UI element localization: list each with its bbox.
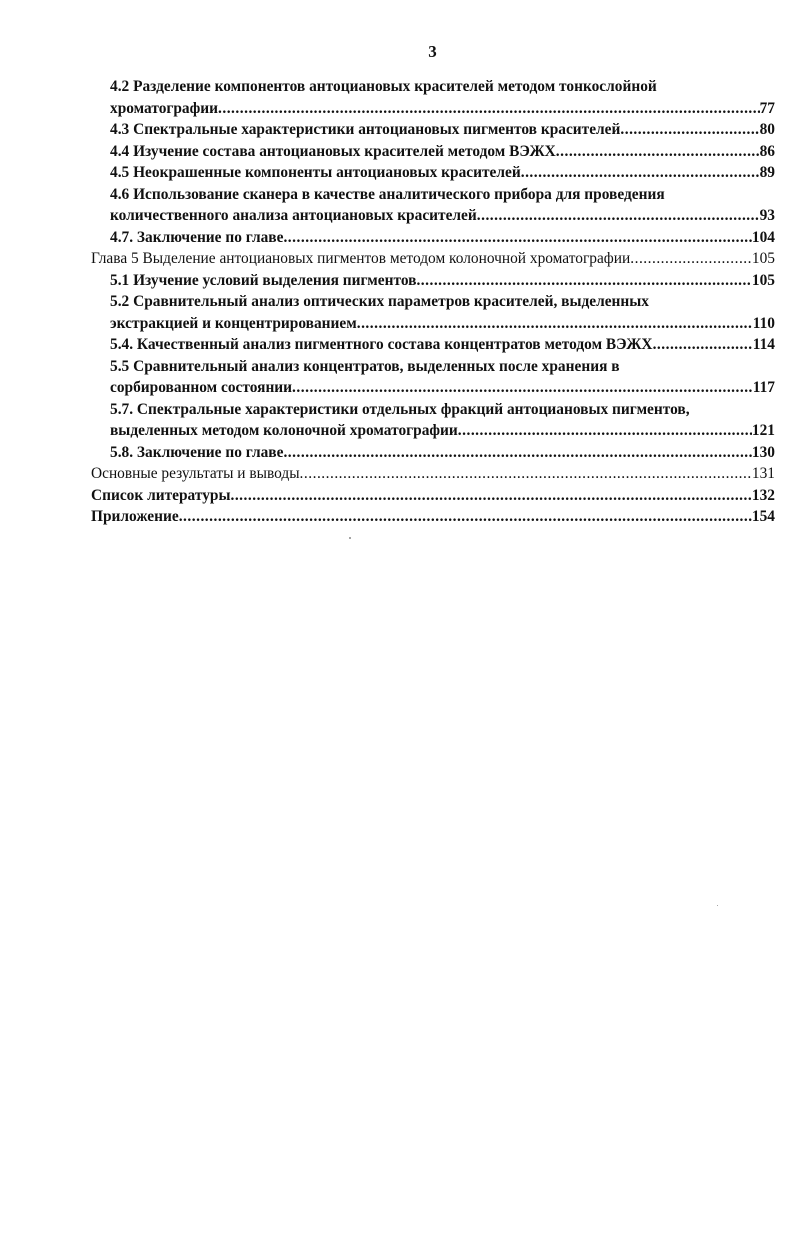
toc-entry bbox=[91, 356, 775, 399]
dot-leader bbox=[620, 119, 759, 141]
dot-leader bbox=[300, 463, 752, 485]
toc-entry-title: 4.4 Изучение состава антоциановых красителей методом ВЭЖХ bbox=[110, 142, 556, 160]
toc-entry bbox=[91, 334, 775, 356]
toc-entry bbox=[91, 442, 775, 464]
toc-entry-title-line: 5.2 Сравнительный анализ оптических параметров красителей, выделенных bbox=[110, 293, 650, 310]
toc-page-number: 80 bbox=[759, 121, 775, 138]
page-number: 3 bbox=[428, 42, 437, 61]
toc-page-number: 121 bbox=[751, 422, 775, 439]
toc-entry-title: хроматографии bbox=[110, 99, 219, 117]
toc-page-number: 104 bbox=[751, 228, 775, 246]
toc-entry bbox=[91, 227, 775, 249]
toc-entry-line bbox=[110, 334, 775, 356]
toc-entry-title: Глава 5 Выделение антоциановых пигментов методом колоночной хроматографии bbox=[91, 250, 631, 267]
toc-entry-title: Приложение bbox=[91, 508, 179, 525]
toc-entry-title: 5.8. Заключение по главе bbox=[110, 443, 284, 461]
scan-speck bbox=[717, 905, 718, 906]
toc-page-number: 110 bbox=[752, 314, 775, 332]
toc-page-number: 154 bbox=[751, 508, 775, 525]
toc-entry-line bbox=[110, 141, 775, 163]
dot-leader bbox=[230, 485, 751, 507]
toc-entry-line bbox=[110, 119, 775, 141]
toc-entry-line bbox=[110, 420, 775, 442]
toc-entry-line bbox=[110, 270, 775, 292]
toc-entry bbox=[91, 119, 775, 141]
dot-leader bbox=[416, 270, 751, 292]
toc-entry-line bbox=[110, 205, 775, 227]
toc-entry-title: выделенных методом колоночной хроматографии bbox=[110, 422, 458, 439]
toc-entry-line bbox=[110, 377, 775, 399]
toc-entry-line bbox=[110, 98, 775, 120]
dot-leader bbox=[218, 98, 760, 120]
toc-entry-line bbox=[110, 313, 775, 335]
toc-entry bbox=[91, 291, 775, 334]
toc-entry bbox=[91, 485, 775, 507]
toc-entry-line bbox=[110, 442, 775, 464]
toc-entry bbox=[91, 463, 775, 485]
toc-page-number: 131 bbox=[751, 465, 775, 482]
dot-leader bbox=[458, 420, 752, 442]
toc-page-number: 132 bbox=[751, 486, 775, 504]
dot-leader bbox=[283, 227, 751, 249]
toc-entry bbox=[91, 76, 775, 119]
toc-entry-title: Основные результаты и выводы bbox=[91, 465, 300, 482]
toc-entry-line bbox=[91, 463, 775, 485]
toc-entry-title-line: 5.5 Сравнительный анализ концентратов, выделенных после хранения в bbox=[110, 357, 620, 375]
scan-speck bbox=[349, 537, 351, 539]
toc-page-number: 130 bbox=[751, 443, 775, 461]
toc-entry-title: экстракцией и концентрированием bbox=[110, 314, 357, 332]
toc-entry-title: Список литературы bbox=[91, 486, 231, 504]
toc-entry-title: 5.1 Изучение условий выделения пигментов bbox=[110, 271, 417, 289]
toc-page-number: 86 bbox=[759, 142, 775, 160]
toc-page-number: 77 bbox=[759, 99, 775, 117]
table-of-contents bbox=[91, 76, 775, 528]
dot-leader bbox=[292, 377, 753, 399]
toc-entry-title: 5.4. Качественный анализ пигментного состава концентратов методом ВЭЖХ bbox=[110, 336, 653, 353]
dot-leader bbox=[653, 334, 753, 356]
toc-entry-line bbox=[91, 485, 775, 507]
toc-entry-title-line: 4.6 Использование сканера в качестве аналитического прибора для проведения bbox=[110, 185, 665, 203]
dot-leader bbox=[630, 248, 752, 270]
dot-leader bbox=[357, 313, 753, 335]
toc-entry bbox=[91, 506, 775, 528]
toc-entry-title-line: 5.7. Спектральные характеристики отдельных фракций антоциановых пигментов, bbox=[110, 400, 690, 418]
toc-entry-line bbox=[91, 506, 775, 528]
toc-page-number: 105 bbox=[751, 271, 775, 289]
toc-page-number: 114 bbox=[752, 336, 775, 353]
toc-entry bbox=[91, 248, 775, 270]
toc-entry-title-line: 4.2 Разделение компонентов антоциановых красителей методом тонкослойной bbox=[110, 78, 657, 95]
toc-page-number: 117 bbox=[752, 379, 775, 396]
toc-entry-title: 4.5 Неокрашенные компоненты антоциановых красителей bbox=[110, 164, 521, 181]
toc-entry bbox=[91, 399, 775, 442]
toc-entry-line bbox=[110, 162, 775, 184]
toc-entry-line bbox=[91, 248, 775, 270]
toc-page-number: 105 bbox=[751, 250, 775, 267]
toc-entry bbox=[91, 162, 775, 184]
dot-leader bbox=[283, 442, 751, 464]
toc-page-number: 89 bbox=[759, 164, 775, 181]
dot-leader bbox=[556, 141, 760, 163]
toc-page-number: 93 bbox=[759, 207, 775, 224]
toc-entry-title: 4.7. Заключение по главе bbox=[110, 228, 284, 246]
toc-entry-title: 4.3 Спектральные характеристики антоциановых пигментов красителей bbox=[110, 121, 621, 138]
dot-leader bbox=[179, 506, 752, 528]
toc-entry bbox=[91, 141, 775, 163]
toc-entry-title: количественного анализа антоциановых красителей bbox=[110, 207, 477, 224]
toc-entry bbox=[91, 270, 775, 292]
dot-leader bbox=[521, 162, 760, 184]
toc-entry-title: сорбированном состоянии bbox=[110, 379, 293, 396]
toc-entry-line bbox=[110, 227, 775, 249]
toc-entry bbox=[91, 184, 775, 227]
dot-leader bbox=[477, 205, 760, 227]
